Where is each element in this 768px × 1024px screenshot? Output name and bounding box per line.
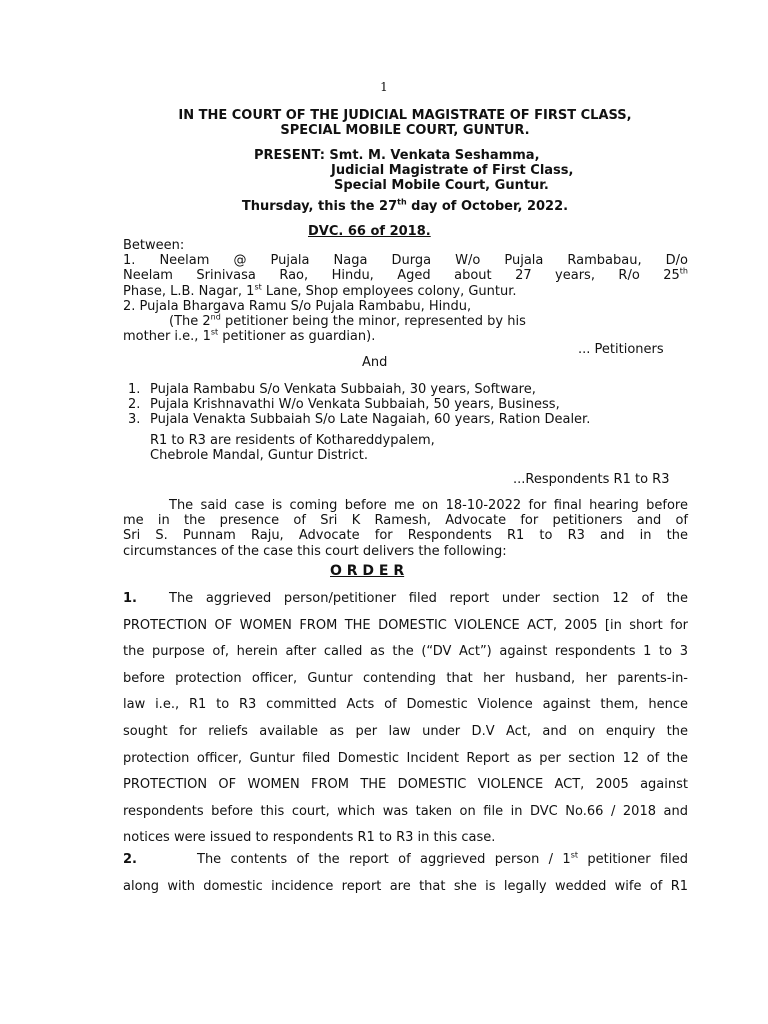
petitioner1-line3 <box>123 284 688 299</box>
respondent-item <box>128 412 590 427</box>
petitioners-label: ... Petitioners <box>578 342 664 357</box>
petitioner1-line2-text: Neelam Srinivasa Rao, Hindu, Aged about 27 years, R/o 25 <box>123 268 680 284</box>
petitioner2-line2-b: petitioner being the minor, represented by his <box>220 314 526 330</box>
intro-line3: Sri S. Punnam Raju, Advocate for Respondents R1 to R3 and in the <box>123 528 688 544</box>
respondent-text: Pujala Krishnavathi W/o Venkata Subbaiah, 50 years, Business, <box>150 397 560 413</box>
date-sup: th <box>397 197 407 207</box>
respondent-num: 3. <box>128 412 141 428</box>
para2-line1-a: The contents of the report of aggrieved person / 1 <box>197 852 571 867</box>
petitioner2-line3-a: mother i.e., 1 <box>123 329 211 345</box>
para2-line1-text <box>197 847 688 874</box>
between-label: Between: <box>123 238 185 253</box>
intro-line1: The said case is coming before me on 18-10-2022 for final hearing before <box>169 498 688 513</box>
respondent-item <box>128 397 590 412</box>
para1-line7: protection officer, Guntur filed Domestic Incident Report as per section 12 of the <box>123 750 688 766</box>
petitioner1-line2-sup: th <box>679 267 688 277</box>
paragraph-1 <box>123 586 688 852</box>
para2-number: 2. <box>123 852 137 867</box>
present-line3: Special Mobile Court, Guntur. <box>334 178 549 193</box>
para2-line1-sup: st <box>570 850 579 860</box>
residence-line1: R1 to R3 are residents of Kothareddypalem, <box>150 433 435 448</box>
petitioner1-line3-a: Phase, L.B. Nagar, 1 <box>123 283 255 299</box>
court-title-line1: IN THE COURT OF THE JUDICIAL MAGISTRATE OF FIRST CLASS, <box>178 108 632 123</box>
para1-line6: sought for reliefs available as per law under D.V Act, and on enquiry the <box>123 723 688 739</box>
present-line1: PRESENT: Smt. M. Venkata Seshamma, <box>254 148 540 163</box>
residence-block <box>150 433 435 463</box>
hearing-date <box>40 199 768 214</box>
para1-line4: before protection officer, Guntur contending that her husband, her parents-in- <box>123 670 688 686</box>
present-line2: Judicial Magistrate of First Class, <box>331 163 574 178</box>
respondent-num: 2. <box>128 397 141 413</box>
petitioner1-line3-b: Lane, Shop employees colony, Guntur. <box>261 283 517 299</box>
para1-line8: PROTECTION OF WOMEN FROM THE DOMESTIC VIOLENCE ACT, 2005 against <box>123 777 688 793</box>
order-heading: O R D E R <box>330 563 405 579</box>
respondent-text: Pujala Venakta Subbaiah S/o Late Nagaiah, 60 years, Ration Dealer. <box>150 412 591 428</box>
para2-line1-b: petitioner filed <box>578 852 689 867</box>
petitioner2-line3-b: petitioner as guardian). <box>218 329 376 345</box>
case-number: DVC. 66 of 2018. <box>308 224 431 239</box>
paragraph-2 <box>123 847 688 900</box>
court-title-line2: SPECIAL MOBILE COURT, GUNTUR. <box>280 123 530 138</box>
intro-line4: circumstances of the case this court delivers the following: <box>123 543 507 559</box>
petitioner2-line1: 2. Pujala Bhargava Ramu S/o Pujala Rambabu, Hindu, <box>123 298 472 314</box>
petitioner2-line2-sup: nd <box>210 312 221 322</box>
page-number: 1 <box>380 80 388 94</box>
and-label: And <box>362 355 388 370</box>
para1-line2: PROTECTION OF WOMEN FROM THE DOMESTIC VIOLENCE ACT, 2005 [in short for <box>123 617 688 633</box>
respondent-num: 1. <box>128 382 141 397</box>
para1-number: 1. <box>123 591 137 606</box>
para1-line1-text: The aggrieved person/petitioner filed report under section 12 of the <box>169 591 688 606</box>
respondents-label: ...Respondents R1 to R3 <box>513 472 670 487</box>
date-prefix: Thursday, this the 27 <box>241 199 398 214</box>
respondent-item <box>128 382 590 397</box>
date-suffix: day of October, 2022. <box>406 199 569 214</box>
para1-line9: respondents before this court, which was taken on file in DVC No.66 / 2018 and <box>123 803 688 819</box>
para2-line1 <box>123 847 688 874</box>
intro-paragraph <box>123 498 688 559</box>
petitioner2-line2 <box>123 314 688 329</box>
respondent-text: Pujala Rambabu S/o Venkata Subbaiah, 30 years, Software, <box>150 382 536 397</box>
para1-line5: law i.e., R1 to R3 committed Acts of Domestic Violence against them, hence <box>123 697 688 713</box>
intro-line2: me in the presence of Sri K Ramesh, Advocate for petitioners and of <box>123 513 688 529</box>
para1-line10: notices were issued to respondents R1 to R3 in this case. <box>123 830 496 846</box>
petitioner1-line1: 1. Neelam @ Pujala Naga Durga W/o Pujala Rambabau, D/o <box>123 253 688 269</box>
petitioners-block <box>123 238 688 344</box>
respondents-list <box>128 382 590 428</box>
para2-line2: along with domestic incidence report are that she is legally wedded wife of R1 <box>123 878 688 894</box>
petitioner1-line3-sup: st <box>254 282 262 292</box>
petitioner2-line3-sup: st <box>210 327 219 337</box>
residence-line2: Chebrole Mandal, Guntur District. <box>150 448 369 464</box>
para1-line3: the purpose of, herein after called as the (“DV Act”) against respondents 1 to 3 <box>123 644 688 660</box>
para1-line1 <box>123 586 688 613</box>
petitioner2-line2-a: (The 2 <box>169 314 211 330</box>
petitioner1-line2 <box>123 268 688 283</box>
